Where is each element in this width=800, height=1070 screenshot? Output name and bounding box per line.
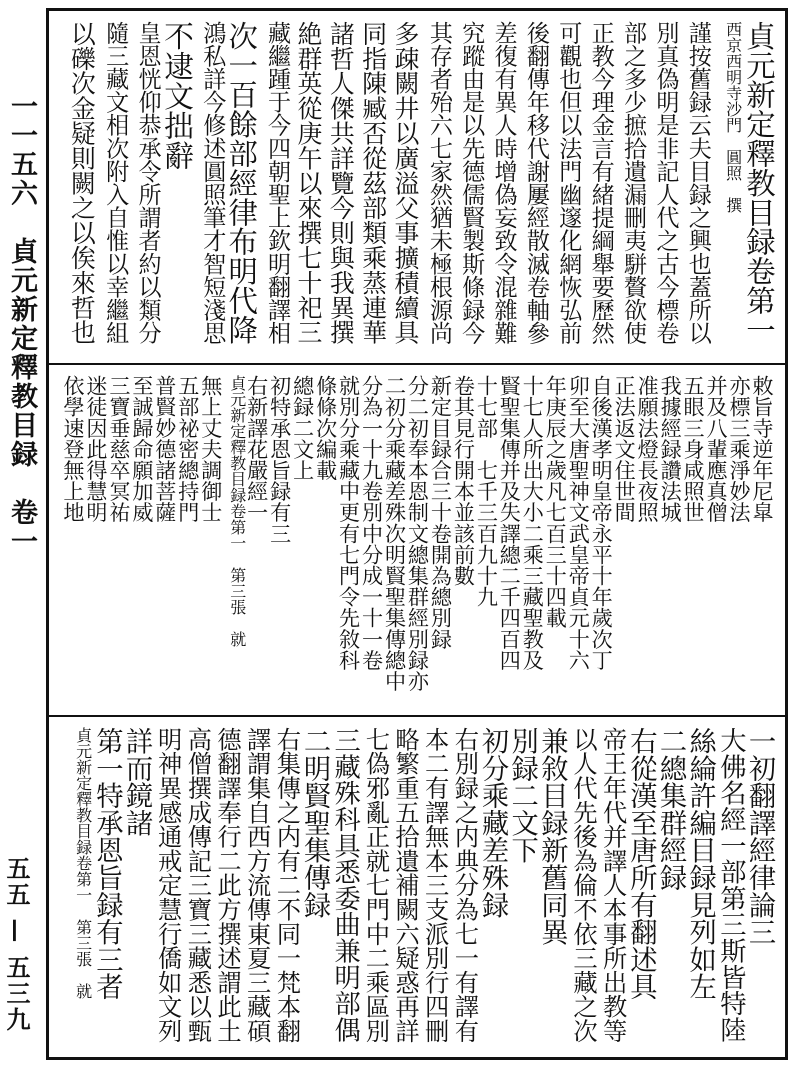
text-column: 依學速登無上地 <box>60 375 86 523</box>
text-column: 卯至大唐聖神文武皇帝貞元十六 <box>566 375 592 671</box>
text-column: 西京西明寺沙門 圓照 撰 <box>723 21 743 213</box>
text-column: 准願法燈長夜照 <box>635 375 661 523</box>
text-column: 正教今理金言有緒提綱舉要歷然 <box>587 21 614 345</box>
text-column: 高僧撰成傳記三寶三藏悉以甄 <box>183 727 213 1043</box>
text-column: 帝王年代并譯人本事所出教等 <box>598 727 628 1043</box>
text-column: 新定目録合三十卷開為總別録 <box>428 375 454 650</box>
text-column: 就別分乘藏中更有七門令先敘科 <box>336 375 362 671</box>
text-column: 卷其見行開本並該前數 <box>451 375 477 586</box>
text-column: 敕旨寺逆年尼皐 <box>750 375 775 523</box>
text-column: 三藏殊科具悉委曲兼明部偶 <box>329 727 360 1043</box>
text-column: 貞元新定釋教目録卷第一 第三張 就 <box>73 727 93 999</box>
text-column: 右新譯花嚴經一 <box>244 375 270 523</box>
text-column: 以人代先後為倫不依三藏之次 <box>569 727 598 1043</box>
text-column: 二初分乘藏差殊次明賢聖集傳總中 <box>382 375 408 692</box>
text-column: 無上丈夫調御士 <box>198 375 224 523</box>
text-column: 次一百餘部經律布明代降 <box>224 21 259 345</box>
text-column: 隨三藏文相次附入自惟以幸繼組 <box>101 21 128 345</box>
text-column: 右別録之内典分為七一有譯有 <box>450 727 480 1043</box>
text-column: 普賢妙德諸菩薩 <box>152 375 178 523</box>
text-column: 右集傳之内有二不同一梵本翻 <box>272 727 302 1043</box>
text-column: 德翻譯奉行二此方撰述謂此土 <box>213 727 242 1043</box>
text-column: 二總集群經録 <box>655 727 686 891</box>
text-column: 本二有譯無本三支派別行四刪 <box>420 727 450 1043</box>
text-column: 分為一十九卷別中分成一十一卷 <box>359 375 385 671</box>
text-column: 一初翻譯經律論三 <box>744 727 775 946</box>
text-column: 譯謂集自西方流傳東夏三藏碩 <box>242 727 272 1043</box>
text-column: 多疎闕井以廣溢父事擴積續具 <box>391 21 420 345</box>
text-column: 究蹤由是以先德儒賢製斯條録今 <box>457 21 484 345</box>
text-column: 亦標三乘淨妙法 <box>727 375 753 523</box>
text-column: 差復有異人時增偽妄致令混雜難 <box>490 21 517 345</box>
text-column: 謹按舊録云夫目録之興也蓋所以 <box>684 21 711 345</box>
text-column: 絶群英從庚午以來撰七十祀三 <box>293 21 323 345</box>
text-column: 初分乘藏差殊録 <box>477 727 508 919</box>
text-column: 略繁重五拾遺補闕六疑惑再詳 <box>391 727 420 1043</box>
text-column: 同指陳臧否從茲部類乘蒸連華 <box>358 21 388 345</box>
text-column: 第一特承恩旨録有三者 <box>91 727 123 1000</box>
text-column: 自後漢孝明皇帝永平十年歲次丁 <box>589 375 615 671</box>
text-column: 絲綸許編目録見列如左 <box>684 727 716 1000</box>
text-column: 至誠歸命願加威 <box>129 375 155 523</box>
text-column: 貞元新定釋教目録卷第一 <box>742 21 776 345</box>
text-column: 右從漢至唐所有翻述具 <box>625 727 657 1000</box>
text-column: 我據經録讚法城 <box>658 375 684 523</box>
text-column: 五眼三身咸照世 <box>681 375 707 523</box>
text-column: 迷徒因此得慧明 <box>83 375 109 523</box>
text-column: 其存者殆六七家然猶未極根源尚 <box>425 21 452 345</box>
page-frame <box>46 8 788 1060</box>
text-column: 別録二文下 <box>506 727 538 864</box>
text-column: 不逮文拙辭 <box>158 21 194 170</box>
text-column: 皇恩恍仰恭承令所謂者約以類分 <box>134 21 161 345</box>
text-column: 年庚辰之歲凡七百三十四載 <box>543 375 569 629</box>
left-margin-text: 一一五六 貞元新定釋教目録 卷一 <box>6 92 37 556</box>
text-column: 并及八輩應真僧 <box>704 375 730 523</box>
text-column: 別真偽明是非記人代之古今標卷 <box>651 21 678 345</box>
text-column: 二明賢聖集傳録 <box>299 727 330 919</box>
text-column: 正法返文住世間 <box>612 375 638 523</box>
text-column: 十七部 七千三百九十九 <box>474 375 500 608</box>
text-column: 部之多少摭拾遺漏刪夷駢贅欲使 <box>619 21 646 345</box>
text-column: 鴻私詳今修述圓照筆才智短淺思 <box>198 21 225 345</box>
text-column: 條條次編載 <box>313 375 339 481</box>
text-column: 後翻傳年移代謝屢經散滅卷軸參 <box>522 21 549 345</box>
panel-bottom <box>49 715 785 1059</box>
text-column: 十七人所出大小二乘三藏聖教及 <box>520 375 546 671</box>
text-column: 貞元新定釋教目録卷第一 第三張 就 <box>227 375 247 647</box>
text-column: 藏繼踵于今四朝聖上欽明翻譯相 <box>263 21 290 345</box>
text-column: 五部祕密總持門 <box>175 375 201 523</box>
text-column: 兼敘目録新舊同異 <box>536 727 568 946</box>
panel-middle <box>49 363 785 715</box>
text-column: 諸哲人傑共詳覽今則與我異撰 <box>326 21 356 345</box>
text-column: 初特承恩旨録有三 <box>267 375 293 544</box>
text-column: 明神異感通戒定慧行僑如文列 <box>153 727 183 1043</box>
right-margin-text: 五五 — 五三九 <box>2 856 31 1033</box>
text-column: 分二初奉本恩制文總集群經別録亦 <box>405 375 431 692</box>
panel-top <box>49 11 785 361</box>
text-column: 三寶垂慈卒冥祐 <box>106 375 132 523</box>
text-column: 詳而鏡諸 <box>121 727 152 837</box>
text-column: 大佛名經一部第三斯皆特陸 <box>715 727 746 1043</box>
text-column: 賢聖集傳并及失譯總二千四百四 <box>497 375 523 671</box>
text-column: 以礫次金疑則闕之以俟來哲也 <box>67 21 97 345</box>
text-column: 可觀也但以法門幽邃化網恢弘前 <box>554 21 581 345</box>
text-column: 總録二文上 <box>290 375 316 481</box>
text-column: 七偽邪亂正就七門中二乘區別 <box>361 727 391 1043</box>
